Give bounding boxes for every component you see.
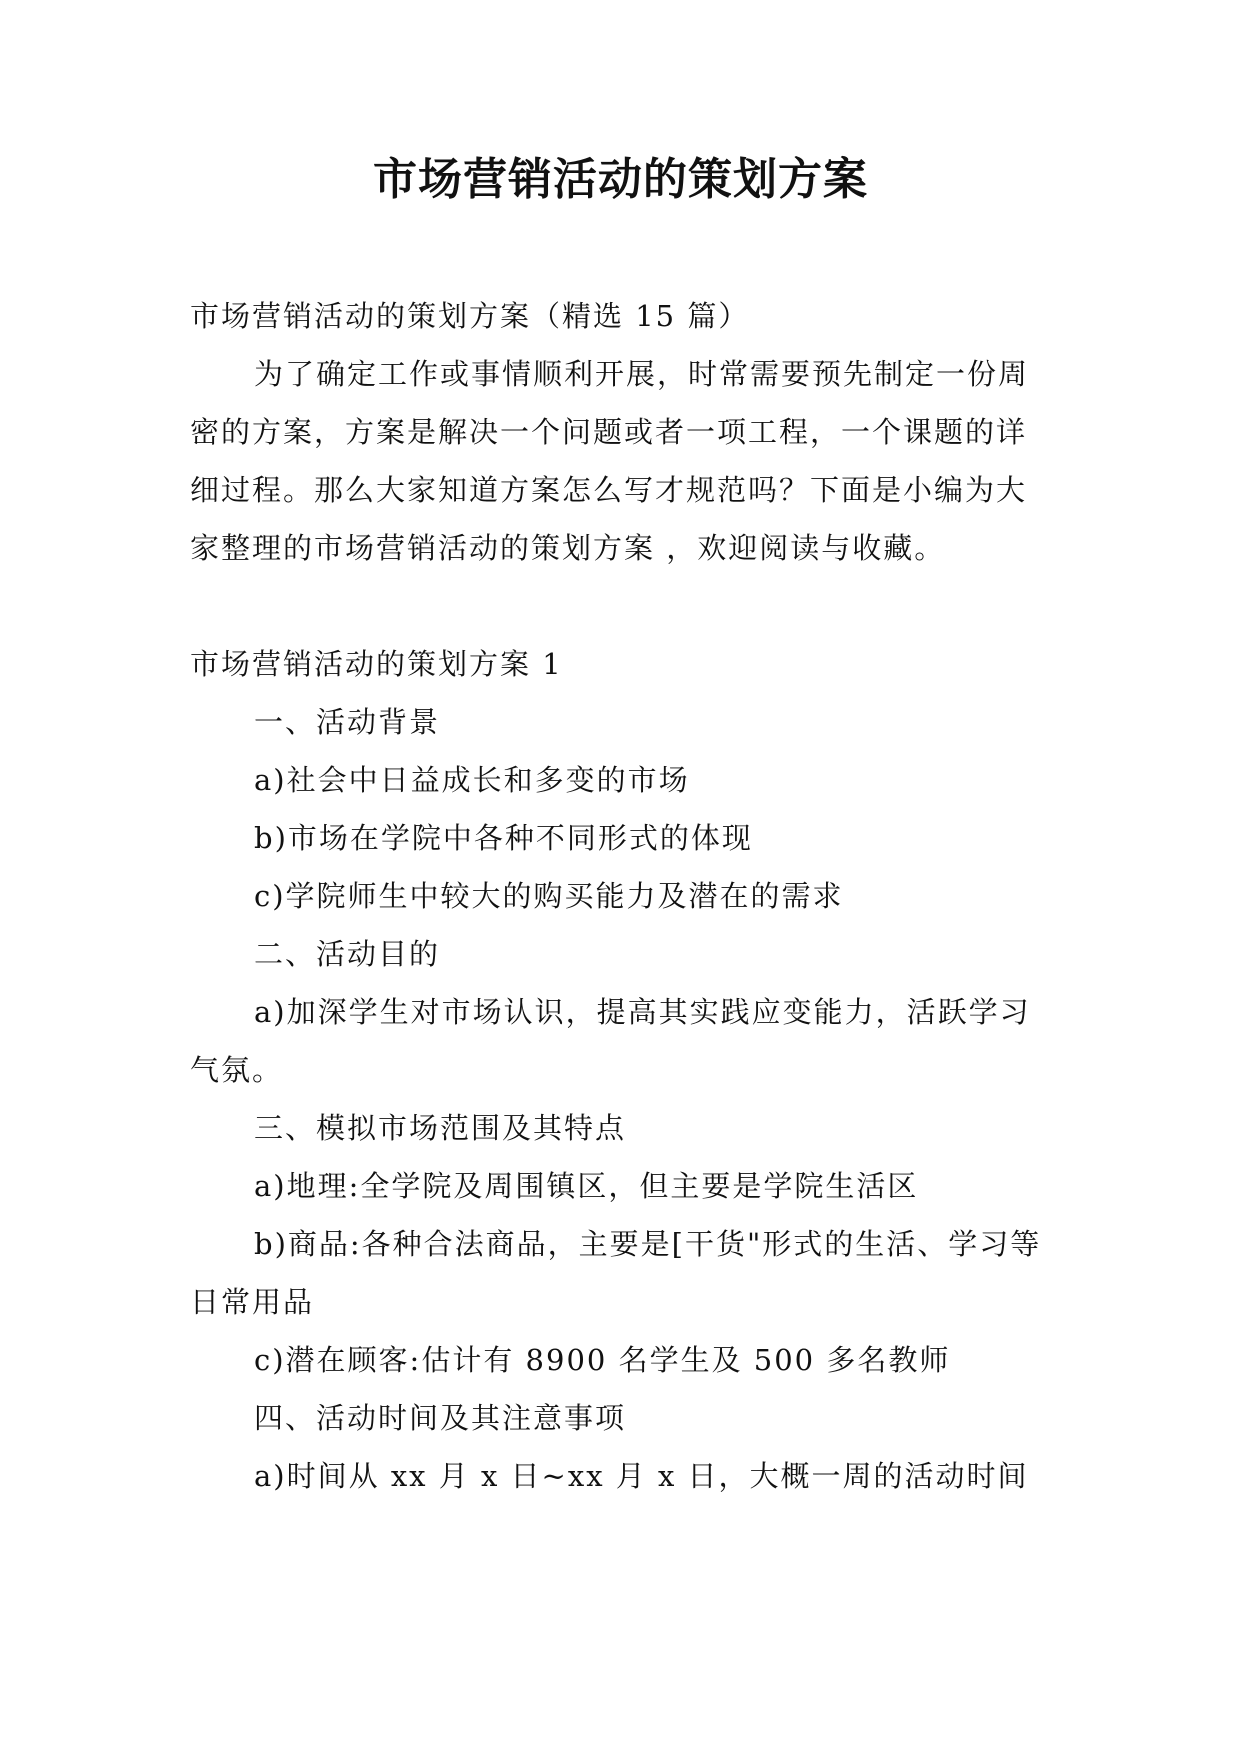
- document-body: [190, 287, 1052, 1505]
- background-item-a: a)社会中日益成长和多变的市场: [254, 763, 690, 797]
- paragraph-gap: [190, 577, 1052, 635]
- time-item-a: a)时间从 xx 月 x 日~xx 月 x 日，大概一周的活动时间: [254, 1459, 1029, 1493]
- section-title: 市场营销活动的策划方案 1: [190, 647, 563, 681]
- heading-time: 四、活动时间及其注意事项: [254, 1401, 627, 1435]
- background-item-b: b)市场在学院中各种不同形式的体现: [254, 821, 753, 855]
- document-subtitle: 市场营销活动的策划方案（精选 15 篇）: [190, 299, 750, 333]
- background-item-c: c)学院师生中较大的购买能力及潜在的需求: [254, 879, 844, 913]
- heading-background: 一、活动背景: [254, 705, 441, 739]
- market-scope-item-c: c)潜在顾客:估计有 8900 名学生及 500 多名教师: [254, 1343, 951, 1377]
- market-scope-item-a: a)地理:全学院及周围镇区，但主要是学院生活区: [254, 1169, 919, 1203]
- document-title: 市场营销活动的策划方案: [373, 154, 868, 205]
- heading-purpose: 二、活动目的: [254, 937, 441, 971]
- purpose-item-a: a)加深学生对市场认识，提高其实践应变能力，活跃学习气氛。: [190, 995, 1031, 1087]
- market-scope-item-b: b)商品:各种合法商品，主要是[干货"形式的生活、学习等日常用品: [190, 1227, 1042, 1319]
- intro-paragraph: 为了确定工作或事情顺利开展，时常需要预先制定一份周密的方案，方案是解决一个问题或者一项工程，一个课题的详细过程。那么大家知道方案怎么写才规范吗？下面是小编为大家整理的市场营销活动的策划方案 ，欢迎阅读与收藏。: [190, 357, 1030, 565]
- heading-market-scope: 三、模拟市场范围及其特点: [254, 1111, 627, 1145]
